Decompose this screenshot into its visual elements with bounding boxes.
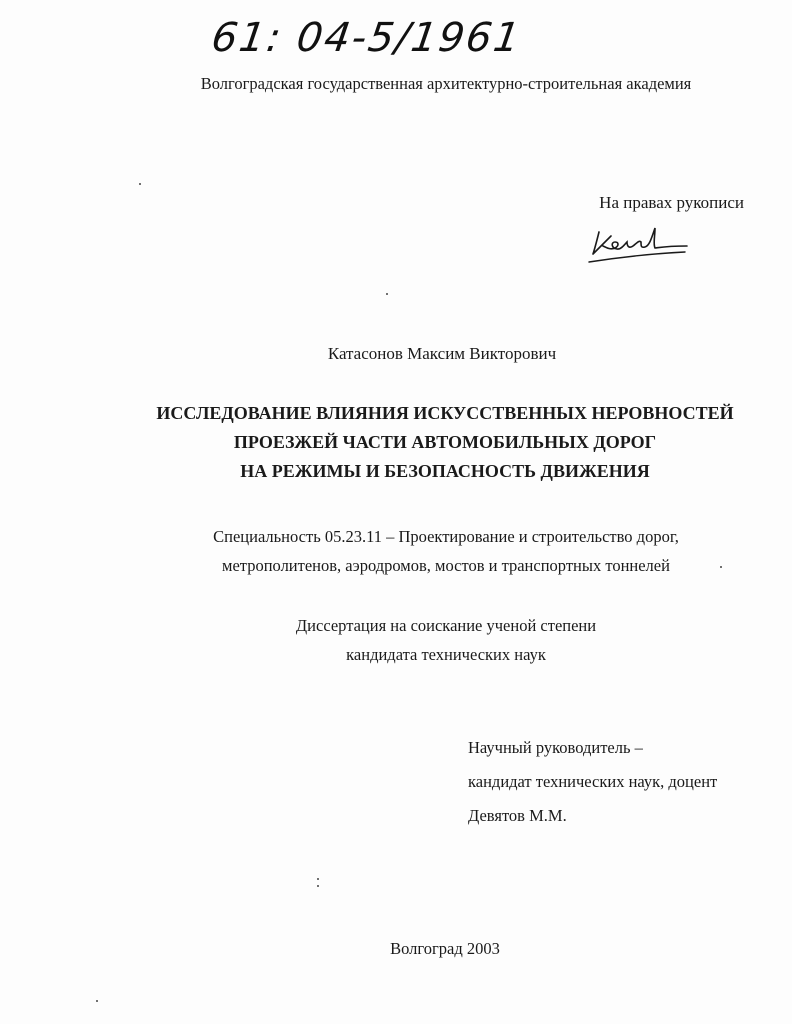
scan-speck — [317, 878, 319, 880]
author-signature — [585, 218, 695, 266]
institution-name: Волгоградская государственная архитектурно-строительная академия — [200, 74, 692, 93]
dissertation-line: кандидата технических наук — [346, 645, 546, 664]
thesis-title-line: НА РЕЖИМЫ И БЕЗОПАСНОСТЬ ДВИЖЕНИЯ — [240, 461, 650, 481]
signature-icon — [585, 218, 695, 266]
supervisor-block — [468, 731, 717, 833]
thesis-title — [0, 399, 792, 486]
scan-speck — [317, 885, 319, 887]
scan-speck — [139, 183, 141, 185]
supervisor-line: Научный руководитель – — [468, 738, 643, 757]
author-name: Катасонов Максим Викторович — [327, 344, 557, 363]
scan-speck — [96, 1000, 98, 1002]
archive-number-handwritten — [208, 8, 525, 78]
specialty-line: Специальность 05.23.11 – Проектирование и строительство дорог, — [213, 527, 679, 546]
supervisor-line: кандидат технических наук, доцент — [468, 772, 718, 791]
manuscript-rights-note: На правах рукописи — [599, 193, 744, 212]
city-year: Волгоград 2003 — [390, 939, 500, 958]
supervisor-line: Девятов М.М. — [468, 806, 567, 825]
thesis-title-line: ПРОЕЗЖЕЙ ЧАСТИ АВТОМОБИЛЬНЫХ ДОРОГ — [233, 432, 657, 452]
scan-speck — [386, 293, 388, 295]
specialty-line: метрополитенов, аэродромов, мостов и транспортных тоннелей — [222, 556, 670, 575]
dissertation-line: Диссертация на соискание ученой степени — [295, 616, 597, 635]
archive-number-text: 61: 04-5/1961 — [208, 15, 525, 61]
dissertation-block — [0, 611, 792, 669]
specialty-block — [0, 522, 792, 580]
thesis-title-line: ИССЛЕДОВАНИЕ ВЛИЯНИЯ ИСКУССТВЕННЫХ НЕРОВНОСТЕЙ — [156, 403, 734, 423]
